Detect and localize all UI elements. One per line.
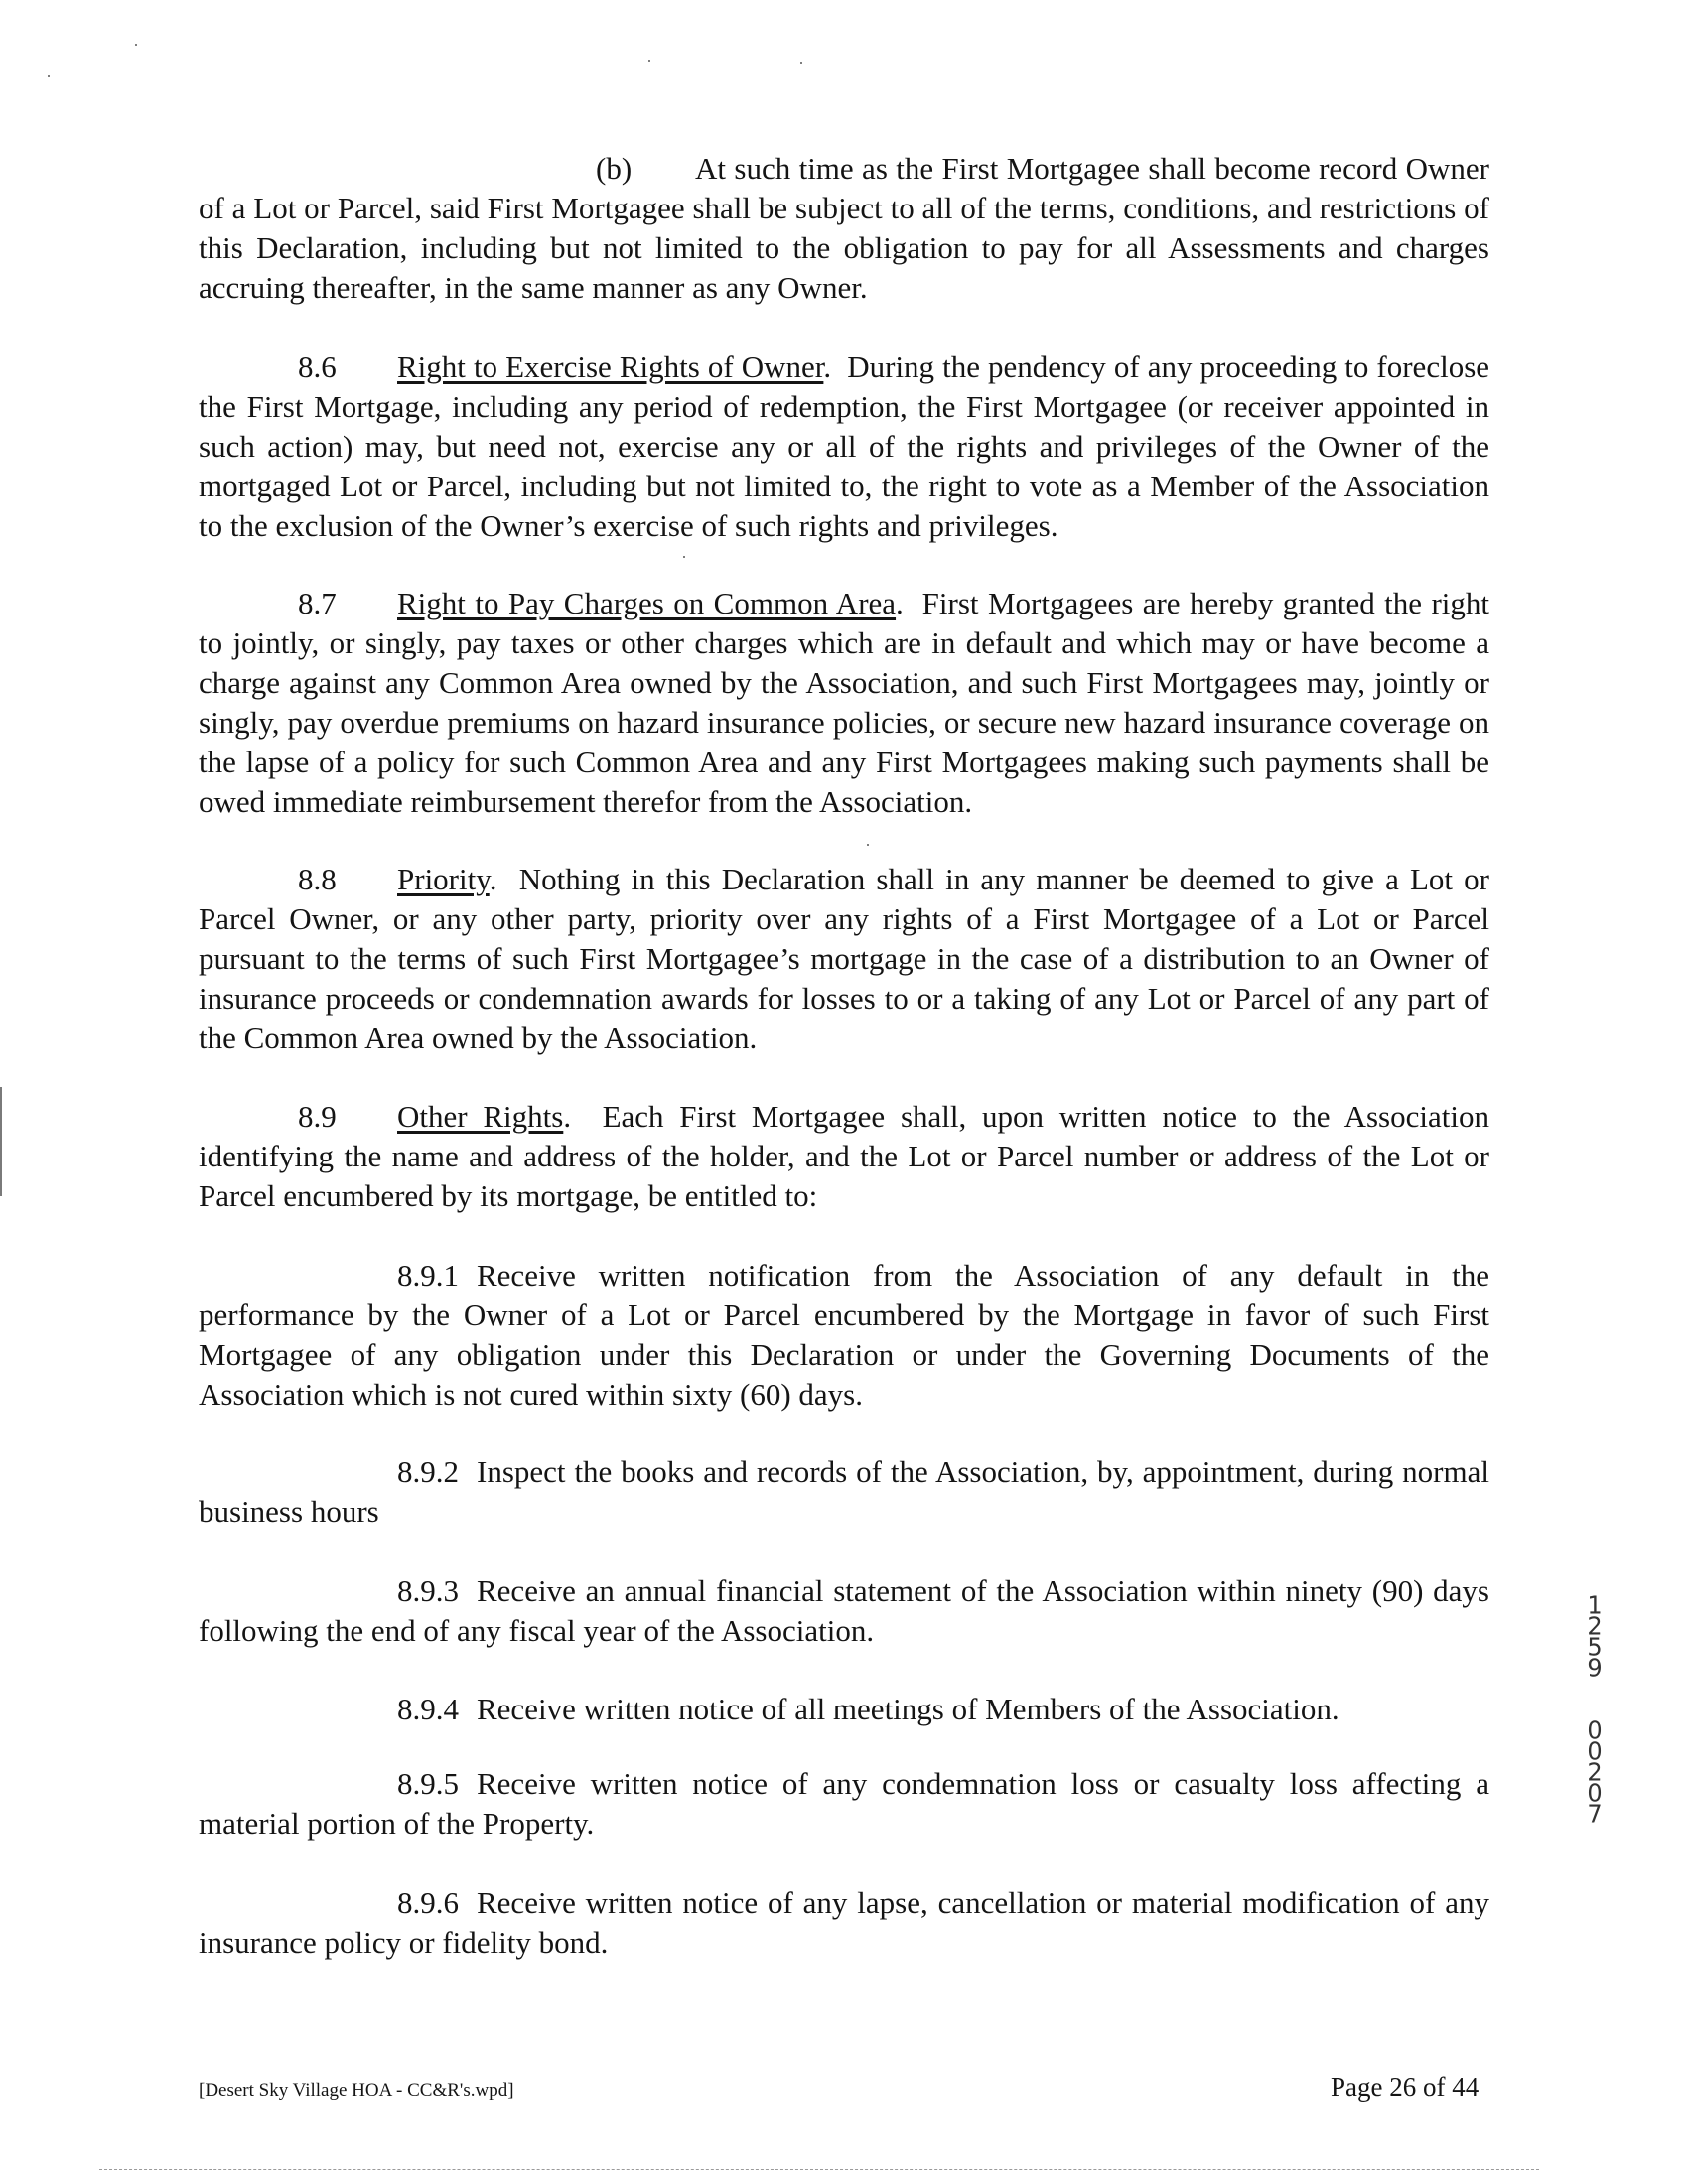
subsection-text: Inspect the books and records of the Association, by, appointment, during normal business hours	[199, 1454, 1489, 1529]
scan-speck	[648, 60, 650, 62]
subsection-number: 8.9.5	[397, 1766, 459, 1801]
section-heading: Priority	[397, 862, 490, 896]
section-text: Each First Mortgagee shall, upon written notice to the Association identifying the name and address of the holder, and the Lot or Parcel number or address of the Lot or Parcel encumbered by its mortgage, be entitled to:	[199, 1099, 1489, 1213]
subsection-number: 8.9.2	[397, 1454, 459, 1489]
subsection-text: Receive written notice of all meetings of Members of the Association.	[477, 1692, 1340, 1726]
subsection-8-9-1	[199, 1256, 1489, 1415]
section-8-7: 8.7 Right to Pay Charges on Common Area. First Mortgagees are hereby granted the right to jointly, or singly, pay taxes or other charges which are in default and which may or have become a charge against any Common Area owned by the Association, and such First Mortgagees may, jointly or singly, pay overdue premiums on hazard insurance policies, or secure new hazard insurance coverage on the lapse of a policy for such Common Area and any First Mortgagees making such payments shall be owed immediate reimbursement therefor from the Association.	[199, 586, 1489, 819]
stamp-digit: 2	[1587, 1757, 1603, 1787]
stamp-digit: 1	[1587, 1590, 1603, 1620]
subsection-text: Receive written notice of any condemnation loss or casualty loss affecting a material portion of the Property.	[199, 1766, 1489, 1841]
footer-filename: [Desert Sky Village HOA - CC&R's.wpd]	[199, 2080, 514, 2101]
subsection-8-9-3	[199, 1571, 1489, 1651]
stamp-digit: 0	[1587, 1715, 1603, 1745]
subsection-8-9-2	[199, 1452, 1489, 1532]
section-number: 8.7	[298, 586, 337, 620]
scan-speck	[800, 62, 802, 64]
stamp-digit: 5	[1587, 1632, 1603, 1662]
section-text: During the pendency of any proceeding to foreclose the First Mortgage, including any period of redemption, the First Mortgagee (or receiver appointed in such action) may, but need not, exercise any or all of the rights and privileges of the Owner of the mortgaged Lot or Parcel, including but not limited to, the right to vote as a Member of the Association to the exclusion of the Owner’s exercise of such rights and privileges.	[199, 349, 1490, 543]
subsection-text: Receive written notification from the Association of any default in the performance by the Owner of a Lot or Parcel encumbered by the Mortgage in favor of such First Mortgagee of any obligation under this Declaration or under the Governing Documents of the Association which is not cured within sixty (60) days.	[199, 1258, 1489, 1412]
recording-number-stamp	[1583, 1590, 1607, 1829]
subsection-number: 8.9.6	[397, 1885, 459, 1920]
section-number: 8.6	[298, 349, 337, 384]
stamp-gap	[1583, 1679, 1607, 1720]
scan-artifact-line	[99, 2169, 1539, 2170]
section-text: Nothing in this Declaration shall in any manner be deemed to give a Lot or Parcel Owner, or any other party, priority over any rights of a First Mortgagee of a Lot or Parcel pursuant to the terms of such First Mortgagee’s mortgage in the case of a distribution to an Owner of insurance proceeds or condemnation awards for losses to or a taking of any Lot or Parcel of any part of the Common Area owned by the Association.	[199, 862, 1490, 1055]
stamp-digit: 7	[1587, 1799, 1603, 1829]
footer-page-number: Page 26 of 44	[1331, 2072, 1480, 2102]
subsection-number: 8.9.4	[397, 1692, 459, 1726]
section-heading: Right to Exercise Rights of Owner	[397, 349, 824, 384]
subsection-8-9-4	[199, 1690, 1489, 1729]
subsection-text: Receive written notice of any lapse, cancellation or material modification of any insurance policy or fidelity bond.	[199, 1885, 1489, 1960]
subsection-8-9-5	[199, 1764, 1489, 1843]
section-heading: Other Rights	[397, 1099, 564, 1134]
section-heading: Right to Pay Charges on Common Area	[397, 586, 897, 620]
stamp-digit: 9	[1587, 1653, 1603, 1683]
subsection-number: 8.9.3	[397, 1573, 459, 1608]
subsection-number: 8.9.1	[397, 1258, 459, 1293]
scan-speck	[135, 44, 137, 46]
paragraph-b	[199, 149, 1489, 308]
section-number: 8.9	[298, 1099, 337, 1134]
stamp-digit: 0	[1587, 1736, 1603, 1766]
scan-speck	[867, 844, 869, 846]
section-number: 8.8	[298, 862, 337, 896]
subsection-8-9-6	[199, 1883, 1489, 1963]
stamp-digit: 0	[1587, 1778, 1603, 1808]
scan-speck	[48, 75, 50, 77]
stamp-digit: 2	[1587, 1611, 1603, 1641]
section-8-8: 8.8 Priority. Nothing in this Declaration shall in any manner be deemed to give a Lot or Parcel Owner, or any other party, priority over any rights of a First Mortgagee of a Lot or Parcel pursuant to the terms of such First Mortgagee’s mortgage in the case of a distribution to an Owner of insurance proceeds or condemnation awards for losses to or a taking of any Lot or Parcel of any part of the Common Area owned by the Association.	[199, 862, 1490, 1055]
section-text: First Mortgagees are hereby granted the right to jointly, or singly, pay taxes or other charges which are in default and which may or have become a charge against any Common Area owned by the Association, and such First Mortgagees may, jointly or singly, pay overdue premiums on hazard insurance policies, or secure new hazard insurance coverage on the lapse of a policy for such Common Area and any First Mortgagees making such payments shall be owed immediate reimbursement therefor from the Association.	[199, 586, 1489, 819]
paragraph-b-text: At such time as the First Mortgagee shall become record Owner of a Lot or Parcel, said First Mortgagee shall be subject to all of the terms, conditions, and restrictions of this Declaration, including but not limited to the obligation to pay for all Assessments and charges accruing thereafter, in the same manner as any Owner.	[199, 151, 1489, 305]
paragraph-b-label: (b)	[596, 151, 633, 186]
section-8-9: 8.9 Other Rights. Each First Mortgagee shall, upon written notice to the Association identifying the name and address of the holder, and the Lot or Parcel number or address of the Lot or Parcel encumbered by its mortgage, be entitled to:	[199, 1099, 1489, 1213]
subsection-text: Receive an annual financial statement of the Association within ninety (90) days following the end of any fiscal year of the Association.	[199, 1573, 1489, 1648]
scan-speck	[683, 556, 685, 558]
scan-artifact-edge	[0, 1087, 2, 1196]
section-8-6: 8.6 Right to Exercise Rights of Owner. During the pendency of any proceeding to foreclose the First Mortgage, including any period of redemption, the First Mortgagee (or receiver appointed in such action) may, but need not, exercise any or all of the rights and privileges of the Owner of the mortgaged Lot or Parcel, including but not limited to, the right to vote as a Member of the Association to the exclusion of the Owner’s exercise of such rights and privileges.	[199, 349, 1490, 543]
